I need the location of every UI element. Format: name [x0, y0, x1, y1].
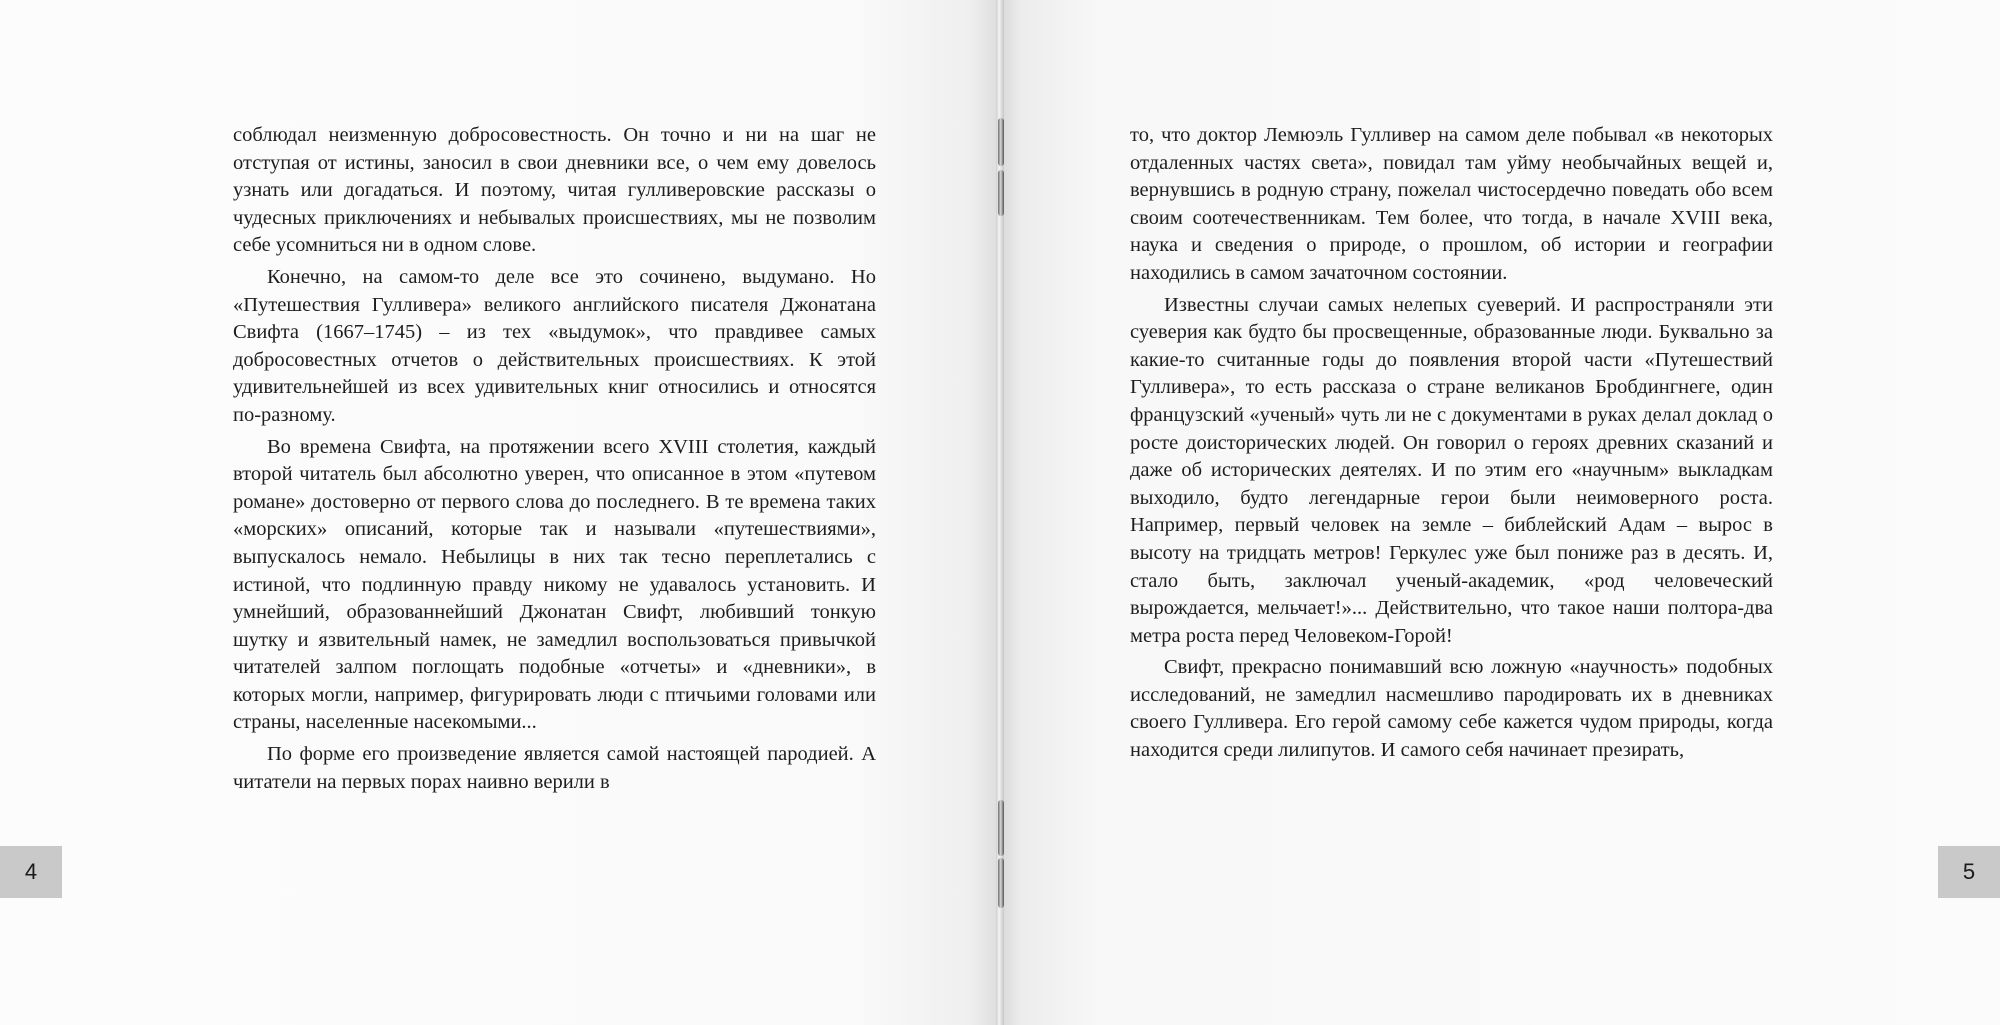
paragraph: соблюдал неизменную добросовестность. Он точно и ни на шаг не отступая от истины, заносил в свои дневники все, о чем ему довелось узнать или догадаться. И поэтому, читая гулливеровские рассказы о чудесных приключениях и небывалых происшествиях, мы не позволим себе усомниться ни в одном слове.: [233, 124, 876, 257]
paragraph: Известны случаи самых нелепых суеверий. И распространяли эти суеверия как будто бы просвещенные, образованные люди. Буквально за какие-то считанные годы до появления второй части «Путешествий Гулливера», то есть рассказа о стране великанов Бробдингнеге, один французский «ученый» чуть ли не с документами в руках делал доклад о росте доисторических людей. Он говорил о героях древних сказаний и даже об исторических деятелях. И по этим его «научным» выкладкам выходило, будто легендарные герои были неимоверного роста. Например, первый человек на земле – библейский Адам – вырос в высоту на тридцать метров! Геркулес уже был пониже раз в десять. И, стало быть, заключал ученый-академик, «род человеческий вырождается, мельчает!»... Действительно, что такое наши полтора-два метра роста перед Человеком-Горой!: [1130, 293, 1773, 647]
staple-bottom-lower: [998, 858, 1004, 908]
paragraph: то, что доктор Лемюэль Гулливер на самом деле побывал «в некоторых отдаленных частях света», повидал там уйму необычайных вещей и, вернувшись в родную страну, пожелал чистосердечно поведать обо всем своим соотечественникам. Тем более, что тогда, в начале XVIII века, наука и сведения о природе, о прошлом, об истории и географии находились в самом зачаточном состоянии.: [1130, 124, 1773, 284]
left-page-text: [233, 122, 876, 800]
paragraph: Конечно, на самом-то деле все это сочинено, выдумано. Но «Путешествия Гулливера» великого английского писателя Джонатана Свифта (1667–1745) – из тех «выдумок», что правдивее самых добросовестных отчетов о действительных происшествиях. К этой удивительнейшей из всех удивительных книг относились и относятся по-разному.: [233, 265, 876, 426]
page-number: 5: [1938, 846, 2000, 898]
paragraph: По форме его произведение является самой настоящей пародией. А читатели на первых порах наивно верили в: [233, 743, 876, 793]
right-page: [1000, 0, 2000, 1025]
paragraph: Свифт, прекрасно понимавший всю ложную «научность» подобных исследований, не замедлил насмешливо пародировать их в дневниках своего Гулливера. Его герой самому себе кажется чудом природы, когда находится среди лилипутов. И самого себя начинает презирать,: [1130, 656, 1773, 762]
staple-top-lower: [998, 170, 1004, 216]
staple-bottom-upper: [998, 800, 1004, 856]
right-page-text: [1130, 122, 1773, 769]
staple-top-upper: [998, 118, 1004, 166]
paragraph: Во времена Свифта, на протяжении всего XVIII столетия, каждый второй читатель был абсолютно уверен, что описанное в этом «путевом романе» достоверно от первого слова до последнего. В те времена таких «морских» описаний, которые так и называли «путешествиями», выпускалось немало. Небылицы в них так тесно переплетались с истиной, что подлинную правду никому не удавалось установить. И умнейший, образованнейший Джонатан Свифт, любивший тонкую шутку и язвительный намек, не замедлил воспользоваться привычкой читателей залпом поглощать подобные «отчеты» и «дневники», в которых могли, например, фигурировать люди с птичьими головами или страны, населенные насекомыми...: [233, 435, 876, 734]
page-number: 4: [0, 846, 62, 898]
